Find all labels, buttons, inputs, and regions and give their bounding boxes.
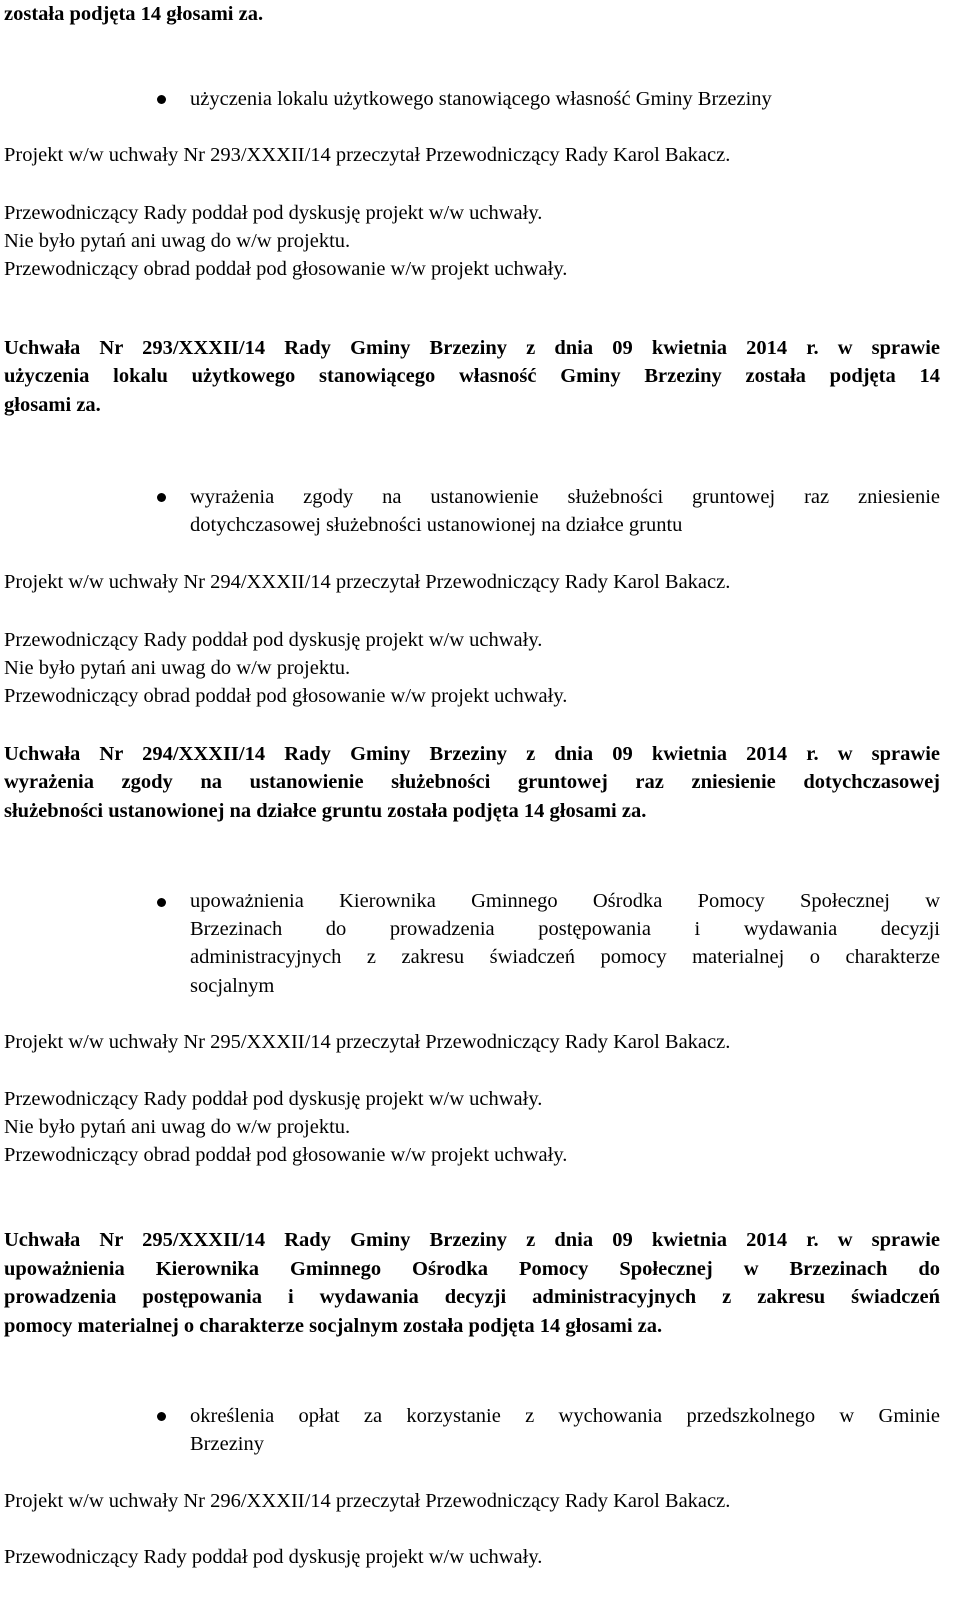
no-questions-statement: Nie było pytań ani uwag do w/w projektu.: [4, 657, 351, 679]
agenda-item-title: administracyjnych z zakresu świadczeń pomocy materialnej o charakterze: [190, 946, 940, 968]
project-read-statement: Projekt w/w uchwały Nr 293/XXXII/14 przeczytał Przewodniczący Rady Karol Bakacz.: [4, 144, 731, 166]
bullet-icon: [157, 493, 166, 502]
resolution-statement: służebności ustanowionej na działce gruntu została podjęta 14 głosami za.: [4, 800, 647, 822]
discussion-statement: Przewodniczący Rady poddał pod dyskusję projekt w/w uchwały.: [4, 1546, 543, 1568]
resolution-statement: Uchwała Nr 293/XXXII/14 Rady Gminy Brzeziny z dnia 09 kwietnia 2014 r. w sprawie: [4, 337, 940, 359]
bullet-icon: [157, 95, 166, 104]
bullet-icon: [157, 898, 166, 907]
resolution-statement: pomocy materialnej o charakterze socjalnym została podjęta 14 głosami za.: [4, 1315, 663, 1337]
bullet-icon: [157, 1412, 166, 1421]
agenda-item-title: Brzeziny: [190, 1433, 264, 1455]
project-read-statement: Projekt w/w uchwały Nr 296/XXXII/14 przeczytał Przewodniczący Rady Karol Bakacz.: [4, 1490, 731, 1512]
discussion-statement: Przewodniczący Rady poddał pod dyskusję projekt w/w uchwały.: [4, 202, 543, 224]
resolution-statement: Uchwała Nr 294/XXXII/14 Rady Gminy Brzeziny z dnia 09 kwietnia 2014 r. w sprawie: [4, 743, 940, 765]
previous-resolution-ending: została podjęta 14 głosami za.: [4, 3, 264, 25]
resolution-statement: prowadzenia postępowania i wydawania decyzji administracyjnych z zakresu świadczeń: [4, 1286, 940, 1308]
discussion-statement: Przewodniczący Rady poddał pod dyskusję projekt w/w uchwały.: [4, 629, 543, 651]
vote-statement: Przewodniczący obrad poddał pod głosowanie w/w projekt uchwały.: [4, 1144, 568, 1166]
agenda-item-title: użyczenia lokalu użytkowego stanowiącego własność Gminy Brzeziny: [190, 88, 772, 110]
resolution-statement: upoważnienia Kierownika Gminnego Ośrodka Pomocy Społecznej w Brzezinach do: [4, 1258, 940, 1280]
project-read-statement: Projekt w/w uchwały Nr 294/XXXII/14 przeczytał Przewodniczący Rady Karol Bakacz.: [4, 571, 731, 593]
agenda-item-title: socjalnym: [190, 975, 275, 997]
resolution-statement: wyrażenia zgody na ustanowienie służebności gruntowej raz zniesienie dotychczasowej: [4, 771, 940, 793]
resolution-statement: głosami za.: [4, 394, 101, 416]
agenda-item-title: wyrażenia zgody na ustanowienie służebności gruntowej raz zniesienie: [190, 486, 940, 508]
agenda-item-title: dotychczasowej służebności ustanowionej na działce gruntu: [190, 514, 683, 536]
agenda-item-title: Brzezinach do prowadzenia postępowania i wydawania decyzji: [190, 918, 940, 940]
resolution-statement: Uchwała Nr 295/XXXII/14 Rady Gminy Brzeziny z dnia 09 kwietnia 2014 r. w sprawie: [4, 1229, 940, 1251]
agenda-item-title: określenia opłat za korzystanie z wychowania przedszkolnego w Gminie: [190, 1405, 940, 1427]
project-read-statement: Projekt w/w uchwały Nr 295/XXXII/14 przeczytał Przewodniczący Rady Karol Bakacz.: [4, 1031, 731, 1053]
no-questions-statement: Nie było pytań ani uwag do w/w projektu.: [4, 230, 351, 252]
agenda-item-title: upoważnienia Kierownika Gminnego Ośrodka Pomocy Społecznej w: [190, 890, 940, 912]
vote-statement: Przewodniczący obrad poddał pod głosowanie w/w projekt uchwały.: [4, 258, 568, 280]
no-questions-statement: Nie było pytań ani uwag do w/w projektu.: [4, 1116, 351, 1138]
resolution-statement: użyczenia lokalu użytkowego stanowiącego własność Gminy Brzeziny została podjęta 14: [4, 365, 940, 387]
discussion-statement: Przewodniczący Rady poddał pod dyskusję projekt w/w uchwały.: [4, 1088, 543, 1110]
vote-statement: Przewodniczący obrad poddał pod głosowanie w/w projekt uchwały.: [4, 685, 568, 707]
